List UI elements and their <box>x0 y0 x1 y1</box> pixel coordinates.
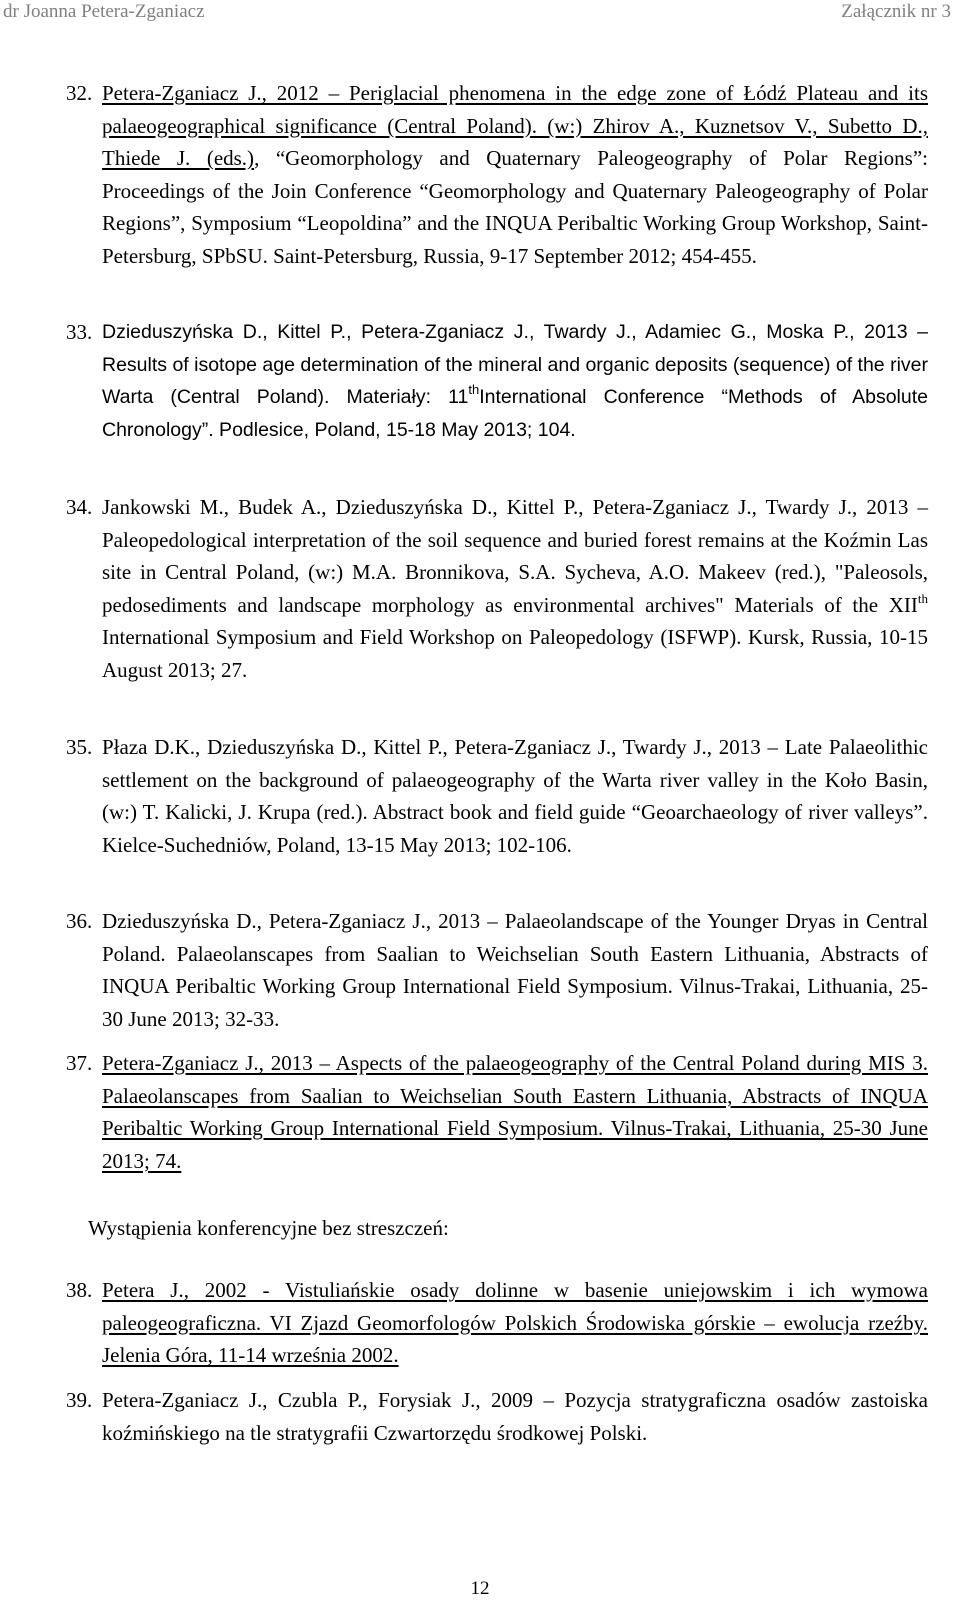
reference-item <box>66 77 928 272</box>
reference-number: 38. <box>66 1278 93 1302</box>
reference-item <box>66 1384 928 1449</box>
superscript-text: th <box>468 382 480 397</box>
reference-segment: Jankowski M., Budek A., Dzieduszyńska D., Kittel P., Petera-Zganiacz J., Twardy J., 2013 – Paleopedological interpretation of the soil sequence and buried forest remains at the Koźmin Las site in Central Poland, (w:) M.A. Bronnikova, S.A. Sycheva, A.O. Makeev (red.), "Paleosols, pedosediments and landscape morphology as environmental archives" Materials of the XII <box>102 495 928 617</box>
reference-item <box>66 1274 928 1372</box>
header-attachment: Załącznik nr 3 <box>841 1 951 22</box>
reference-item <box>66 316 928 446</box>
reference-segment: International Symposium and Field Workshop on Paleopedology (ISFWP). Kursk, Russia, 10-15 August 2013; 27. <box>102 625 928 682</box>
reference-number: 35. <box>66 735 93 759</box>
reference-segment: Płaza D.K., Dzieduszyńska D., Kittel P., Petera-Zganiacz J., Twardy J., 2013 – Late Palaeolithic settlement on the background of palaeogeography of the Warta river valley in the Koło Basin, (w:) T. Kalicki, J. Krupa (red.). Abstract book and field guide “Geoarchaeology of river valleys”. Kielce-Suchedniów, Poland, 13-15 May 2013; 102-106. <box>102 735 928 857</box>
reference-text <box>102 316 928 446</box>
reference-text <box>102 905 928 1035</box>
reference-text <box>102 1047 928 1177</box>
reference-number: 32. <box>66 81 93 105</box>
reference-text <box>102 77 928 272</box>
reference-text <box>102 731 928 861</box>
reference-segment: Petera-Zganiacz J., 2013 – Aspects of the palaeogeography of the Central Poland during MIS 3. Palaeolanscapes from Saalian to Weichselian South Eastern Lithuania, Abstracts of INQUA Peribaltic Working Group International Field Symposium. Vilnus-Trakai, Lithuania, 25-30 June 2013; 74. <box>102 1051 928 1173</box>
reference-text <box>102 491 928 686</box>
page-number: 12 <box>470 1578 490 1599</box>
reference-segment: Dzieduszyńska D., Kittel P., Petera-Zganiacz J., Twardy J., Adamiec G., Moska P., 2013 – Results of isotope age determination of the mineral and organic deposits (sequence) of the river Warta (Central Poland). Materiały: 11 <box>102 321 928 408</box>
header-author: dr Joanna Petera-Zganiacz <box>3 1 205 22</box>
reference-item <box>66 1047 928 1177</box>
reference-segment: International Conference “Methods of Absolute Chronology”. Podlesice, Poland, 15-18 May 2013; 104. <box>102 386 928 441</box>
reference-text <box>102 1384 928 1449</box>
reference-segment: Petera-Zganiacz J., Czubla P., Forysiak J., 2009 – Pozycja stratygraficzna osadów zastoiska koźmińskiego na tle stratygrafii Czwartorzędu środkowej Polski. <box>102 1388 928 1445</box>
reference-number: 37. <box>66 1051 93 1075</box>
reference-segment: Petera J., 2002 - Vistuliańskie osady dolinne w basenie uniejowskim i ich wymowa paleogeograficzna. VI Zjazd Geomorfologów Polskich Środowiska górskie – ewolucja rzeźby. Jelenia Góra, 11-14 września 2002. <box>102 1278 928 1367</box>
section-title: Wystąpienia konferencyjne bez streszczeń: <box>88 1216 449 1240</box>
reference-number: 33. <box>66 320 93 344</box>
reference-item <box>66 905 928 1035</box>
reference-segment: Dzieduszyńska D., Petera-Zganiacz J., 2013 – Palaeolandscape of the Younger Dryas in Central Poland. Palaeolanscapes from Saalian to Weichselian South Eastern Lithuania, Abstracts of INQUA Peribaltic Working Group International Field Symposium. Vilnus-Trakai, Lithuania, 25-30 June 2013; 32-33. <box>102 909 928 1031</box>
reference-number: 39. <box>66 1388 93 1412</box>
reference-item <box>66 491 928 686</box>
superscript-text: th <box>917 590 928 606</box>
reference-segment: , “Geomorphology and Quaternary Paleogeography of Polar Regions”: Proceedings of the Join Conference “Geomorphology and Quaternary Paleogeography of Polar Regions”, Symposium “Leopoldina” and the INQUA Peribaltic Working Group Workshop, Saint-Petersburg, SPbSU. Saint-Petersburg, Russia, 9-17 September 2012; 454-455. <box>102 146 928 268</box>
reference-segment: Petera-Zganiacz J., 2012 – Periglacial phenomena in the edge zone of Łódź Plateau and its palaeogeographical significance (Central Poland). (w:) Zhirov A., Kuznetsov V., Subetto D., Thiede J. (eds.) <box>102 81 928 170</box>
reference-number: 36. <box>66 909 93 933</box>
reference-item <box>66 731 928 861</box>
reference-text <box>102 1274 928 1372</box>
reference-number: 34. <box>66 495 93 519</box>
